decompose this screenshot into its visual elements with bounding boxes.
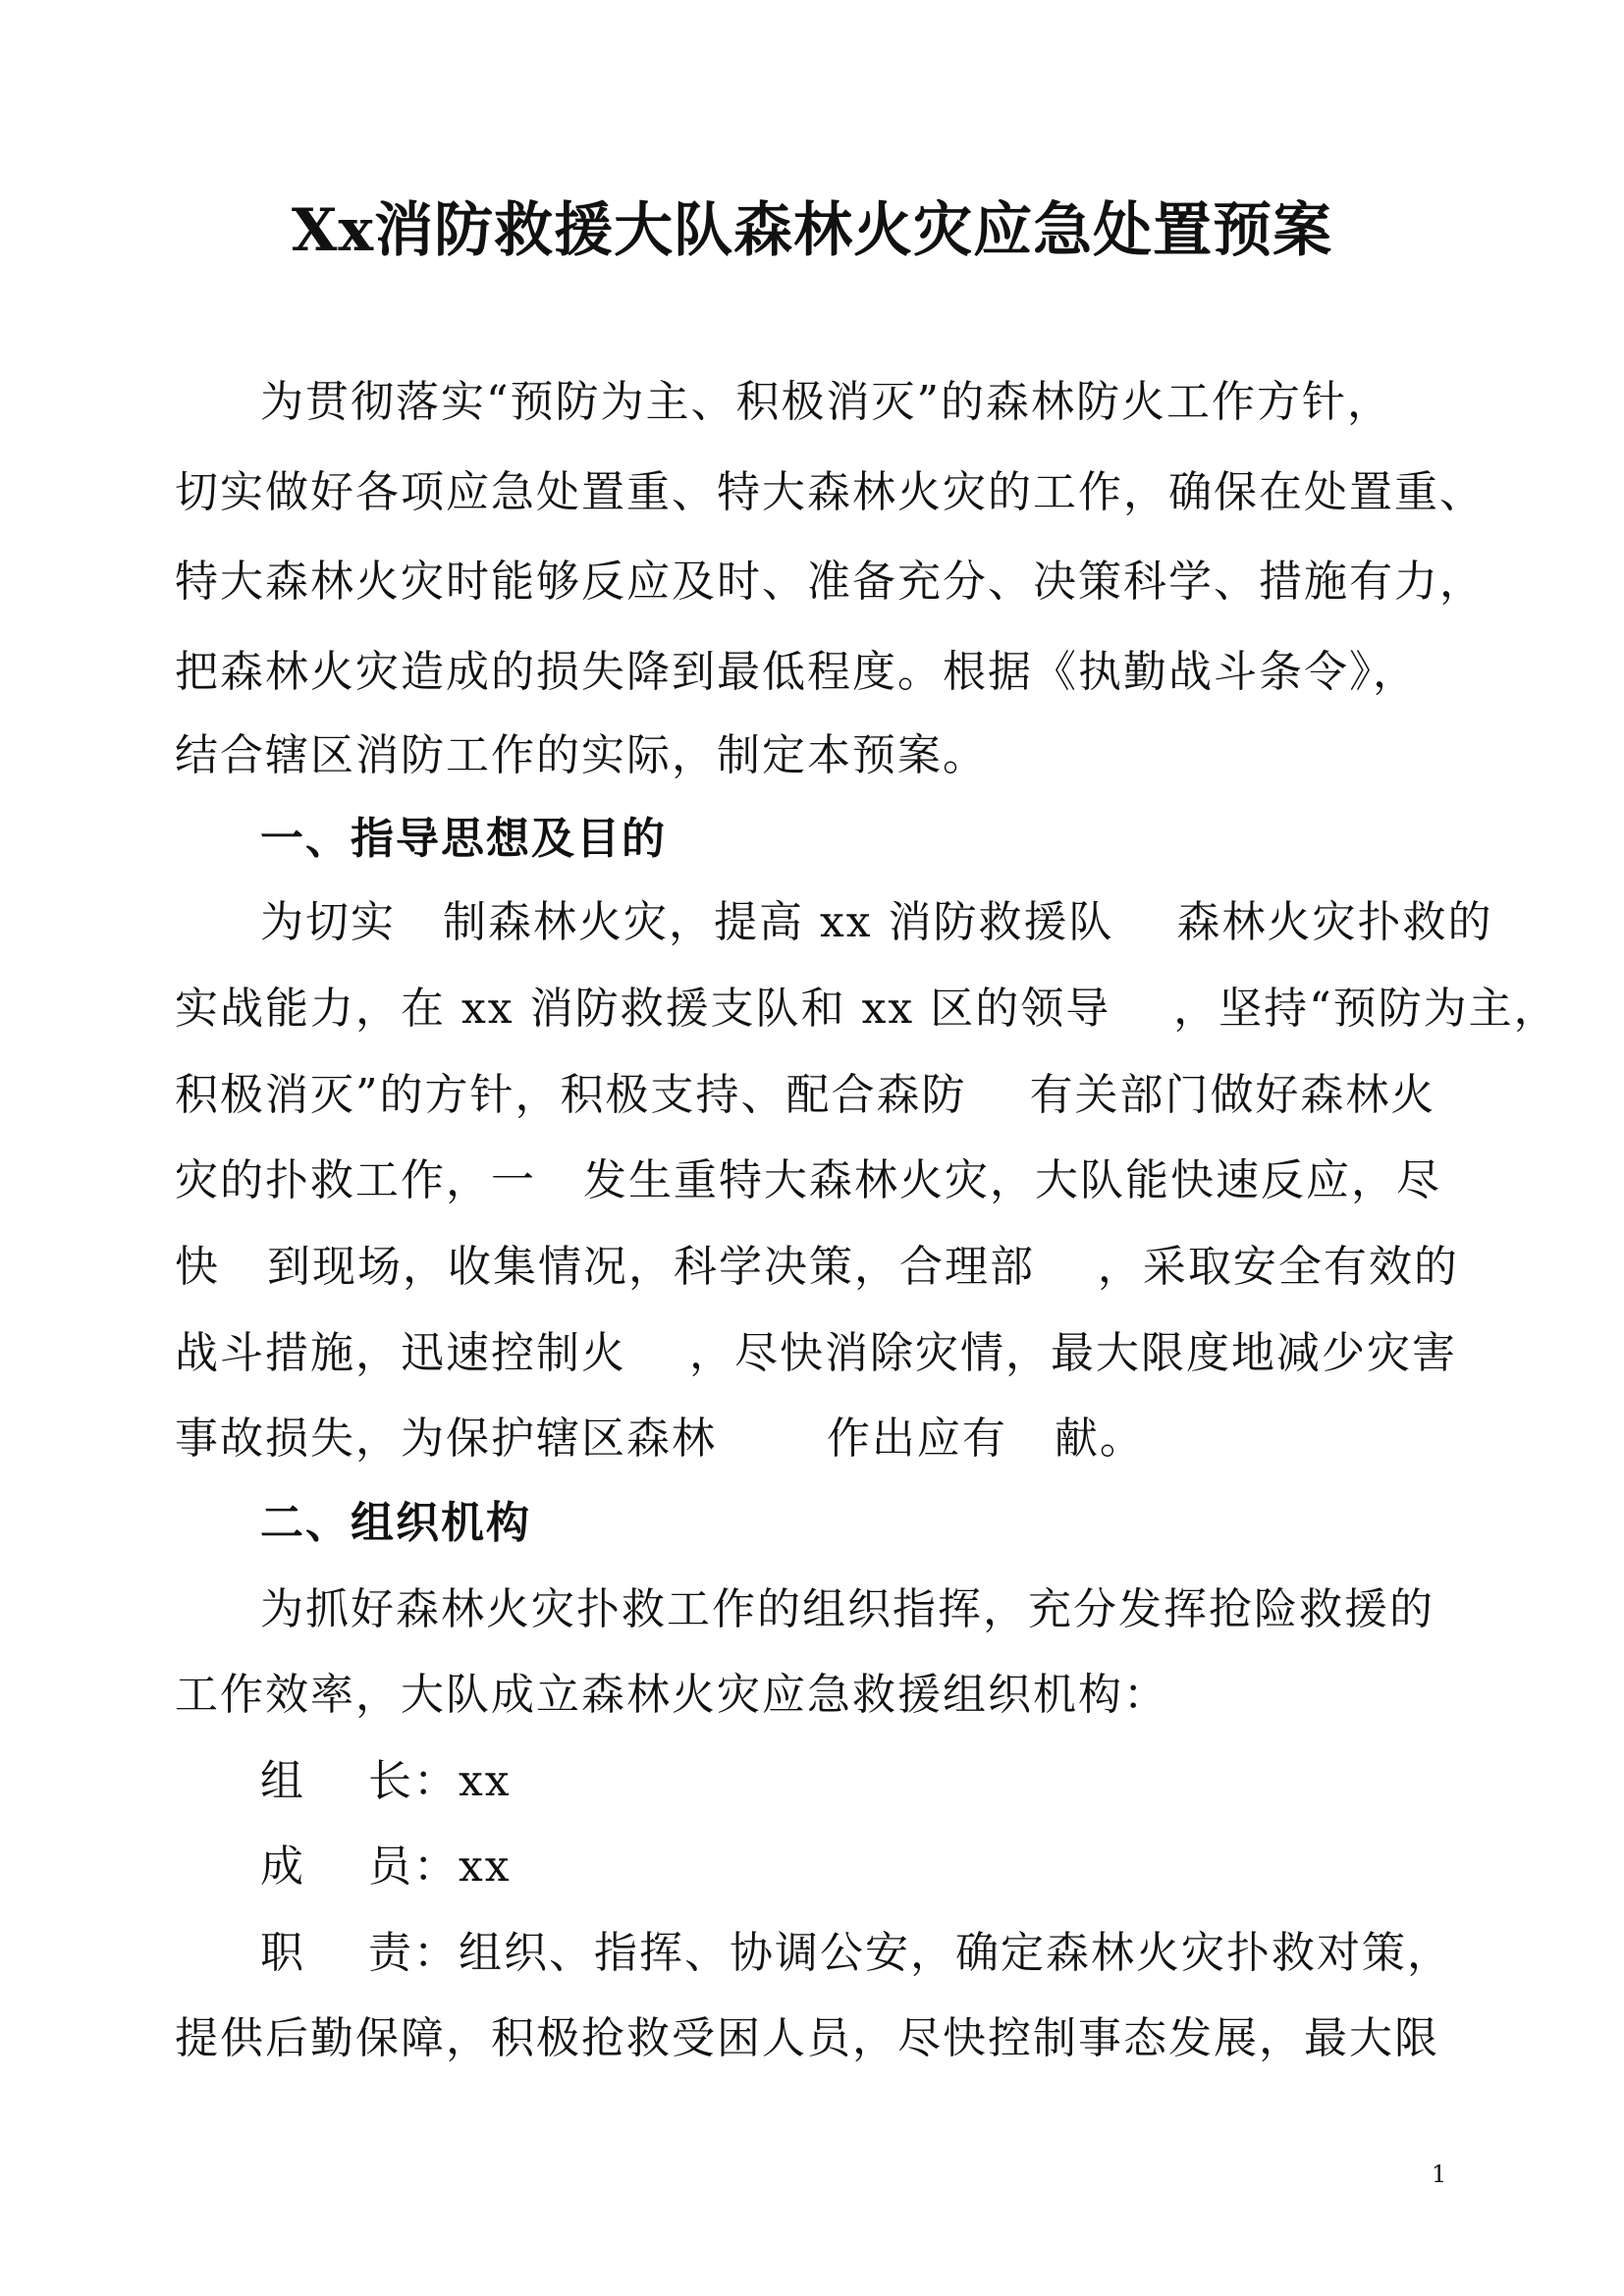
paragraph-line: 事故损失，为保护辖区森林 作出应有 献。 [175,1414,1145,1464]
paragraph-line: 提供后勤保障，积极抢救受困人员，尽快控制事态发展，最大限 [175,2013,1439,2063]
paragraph-line: 实战能力，在 xx 消防救援支队和 xx 区的领导 ，坚持“预防为主， [175,984,1559,1034]
paragraph-line: 为贯彻落实“预防为主、积极消灭”的森林防火工作方针， [260,377,1392,427]
section-heading: 一、指导思想及目的 [260,814,667,864]
document-title: Xx消防救援大队森林火灾应急处置预案 [291,196,1333,265]
paragraph-line: 积极消灭”的方针，积极支持、配合森防 有关部门做好森林火 [175,1070,1436,1120]
paragraph-line: 把森林火灾造成的损失降到最低程度。根据《执勤战斗条令》， [175,647,1418,697]
role-line: 职 责：组织、指挥、协调公安，确定森林火灾扑救对策， [260,1928,1452,1978]
role-line: 组 长：xx [260,1756,512,1806]
paragraph-line: 战斗措施，迅速控制火 ，尽快消除灾情，最大限度地减少灾害 [175,1328,1457,1378]
paragraph-line: 快 到现场，收集情况，科学决策，合理部 ，采取安全有效的 [175,1242,1459,1292]
paragraph-line: 为抓好森林火灾扑救工作的组织指挥，充分发挥抢险救援的 [260,1584,1435,1634]
section-heading: 二、组织机构 [260,1498,531,1548]
paragraph-line: 特大森林火灾时能够反应及时、准备充分、决策科学、措施有力， [175,557,1485,607]
paragraph-line: 工作效率，大队成立森林火灾应急救援组织机构： [175,1670,1168,1720]
paragraph-line: 切实做好各项应急处置重、特大森林火灾的工作，确保在处置重、 [175,467,1485,517]
paragraph-line: 结合辖区消防工作的实际，制定本预案。 [175,730,988,780]
paragraph-line: 为切实 制森林火灾，提高 xx 消防救援队 森林火灾扑救的 [260,897,1493,947]
page-number: 1 [1432,2161,1447,2188]
paragraph-line: 灾的扑救工作，一 发生重特大森林火灾，大队能快速反应，尽 [175,1155,1441,1205]
role-line: 成 员：xx [260,1842,512,1892]
